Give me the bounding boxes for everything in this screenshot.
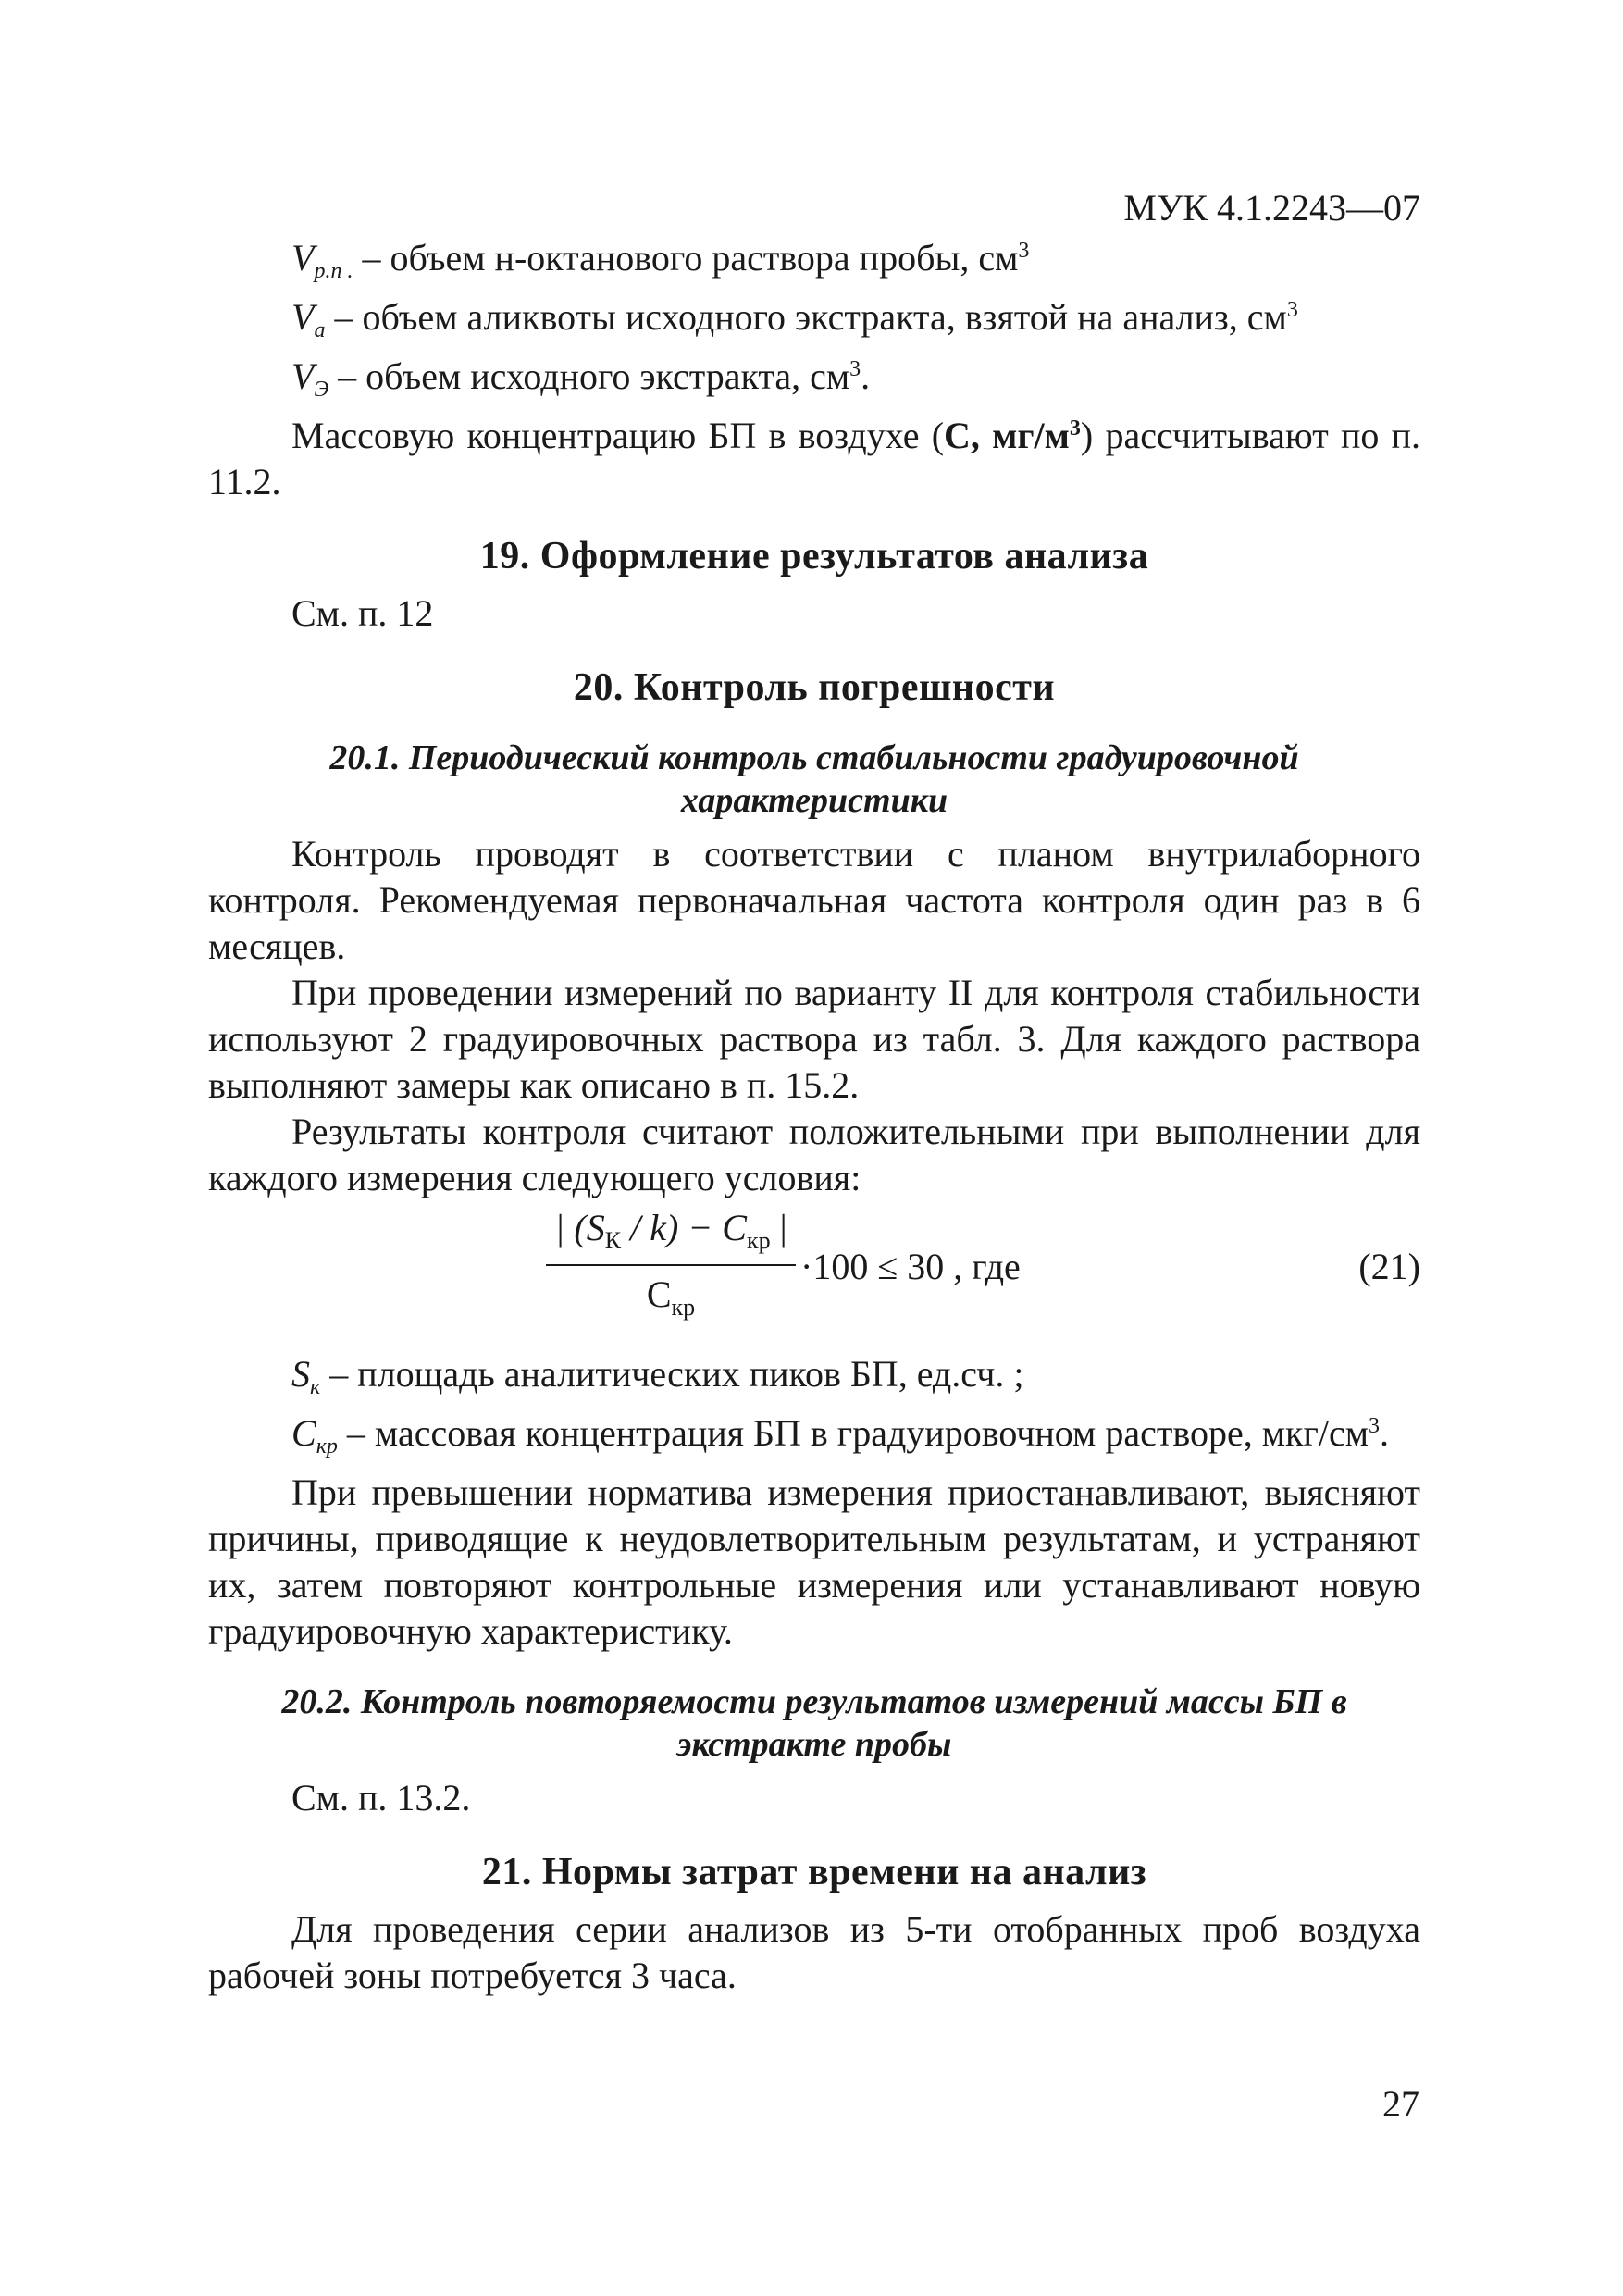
equation-number: (21)	[1358, 1246, 1420, 1287]
definition-s-k: $S_к$ – площадь аналитических пиков БП, ед.сч. ;	[291, 1353, 1024, 1399]
formula-tail: ·100 ≤ 30 , где	[800, 1246, 1021, 1287]
section-20-2-text: См. п. 13.2.	[291, 1777, 471, 1818]
section-20-1-paragraph-1: Контроль проводят в соответствии с планом внутрилаборного контроля. Рекомендуемая первоначальная частота контроля один раз в 6 месяцев.	[208, 833, 1420, 967]
section-20-1-paragraph-2: При проведении измерений по варианту II для контроля стабильности используют 2 градуировочных раствора из табл. 3. Для каждого раствора выполняют замеры как описано в п. 15.2.	[208, 972, 1420, 1106]
definition-v-a: $V_а$ – объем аликвоты исходного экстракта, взятой на анализ, $см^3$	[291, 296, 1298, 342]
section-20-1-paragraph-3: Результаты контроля считают положительными при выполнении для каждого измерения следующего условия:	[208, 1111, 1420, 1198]
definition-v-e: $V_Э$ – объем исходного экстракта, $см^3$.	[291, 355, 871, 402]
section-20-1-heading: 20.1. Периодический контроль стабильности градуировочной характеристики	[329, 738, 1299, 820]
section-20-2-heading: 20.2. Контроль повторяемости результатов измерений массы БП в экстракте пробы	[281, 1682, 1347, 1764]
formula-21	[208, 1205, 1420, 1344]
section-20-heading: 20. Контроль погрешности	[573, 666, 1056, 709]
formula-denominator: $C_{кр}$	[646, 1273, 696, 1321]
definition-v-rp: $V_{р.п .}$ – объем н-октанового раствора пробы, $см^3$	[291, 237, 1030, 283]
mass-concentration-paragraph: Массовую концентрацию БП в воздухе (С, $мг/м^3$) рассчитывают по п. 11.2.	[208, 415, 1421, 503]
section-19-heading: 19. Оформление результатов анализа	[479, 535, 1149, 577]
section-19-text: См. п. 12	[291, 592, 434, 634]
section-20-1-paragraph-4: При превышении норматива измерения приостанавливают, выясняют причины, приводящие к неудовлетворительным результатам, и устраняют их, затем повторяют контрольные измерения или устанавливают новую градуировочную характеристику.	[208, 1471, 1420, 1652]
formula-numerator: | $(S_К / k) - C_{кр}$ |	[546, 1205, 796, 1266]
section-21-text: Для проведения серии анализов из 5-ти отобранных проб воздуха рабочей зоны потребуется 3 часа.	[208, 1908, 1420, 1996]
formula-fraction	[546, 1205, 796, 1331]
page-number: 27	[1382, 2083, 1419, 2125]
document-code-header: МУК 4.1.2243—07	[1123, 187, 1420, 229]
section-21-heading: 21. Нормы затрат времени на анализ	[481, 1851, 1147, 1893]
definition-c-kr: $C_{кр}$ – массовая концентрация БП в градуировочном растворе, мкг/$см^3$.	[291, 1412, 1390, 1458]
document-page	[208, 185, 1420, 1999]
